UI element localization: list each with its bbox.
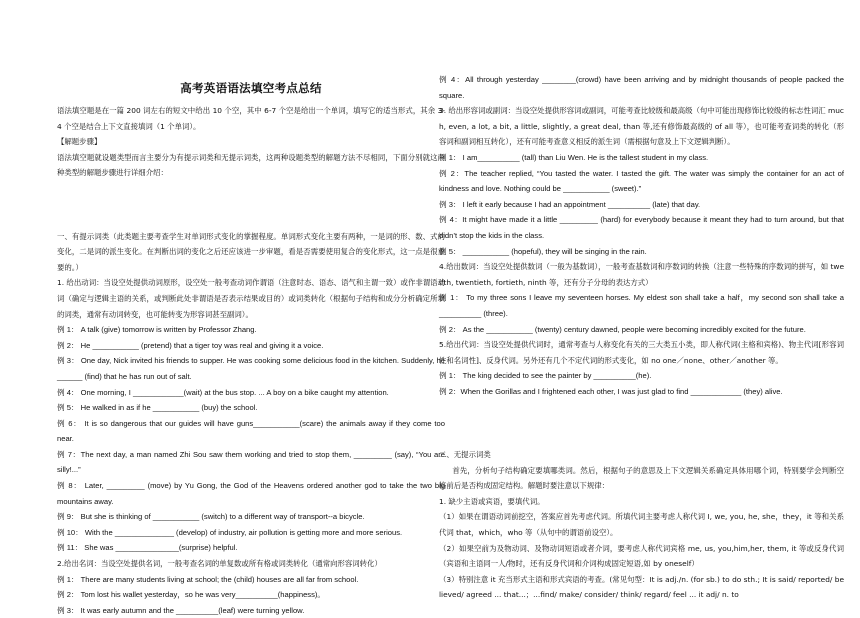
paragraph: 二、无提示词类 [439,450,491,460]
paragraph: 5.给出代词：当设空处提供代词时，通常考查与人称变化有关的三大类五小类，即人称代词(主格和宾格)、物主代词[形容词性和名词性]、反身代词。另外还有几个不定代词的形式变化，如 no one／none、other／another 等。 [439,340,844,365]
right-column [439,72,844,603]
paragraph: 例 1： To my three sons I leave my seventeen horses. My eldest son shall take a half，my second son shall take a __________ (three). [439,293,844,318]
right-column-body [439,72,844,603]
paragraph: （2）如果空前为及物动词、及物动词短语或者介词，要考虑人称代词宾格 me, us, you,him,her, them, it 等或反身代词（宾语和主语同一人/物时，还有反身代词和介词构成固定短语,如 by oneself） [439,543,844,569]
paragraph: 例 10： With the ______________ (develop) of industry, air pollution is getting more and more serious. [57,527,403,537]
paragraph: 例 2： Tom lost his wallet yesterday，so he was very__________(happiness)。 [57,590,326,600]
paragraph: （3）特别注意 it 充当形式主语和形式宾语的考查。(常见句型：It is adj./n. (for sb.) to do sth.; It is said/ reported/ believed/ agreed ... that...；...find/ make/ consider/ think/ regard/ feel ... it adj/ n. to [439,574,844,600]
paragraph: 例 4：All through yesterday ________(crowd) have been arriving and by midnight thousands of people packed the square. [439,75,844,100]
paragraph: 例 6： It is so dangerous that our guides will have guns___________(scare) the animals away if they come too near. [57,418,445,444]
paragraph: 例 11： She was _______________(surprise) helpful. [57,543,238,553]
paragraph: 3. 给出形容词或副词：当设空处提供形容词或副词，可能考查比较级和最高级（句中可能出现修饰比较级的标志性词汇 much, even, a lot, a bit, a little, slightly, a great deal, than 等,还有修饰最高级的 of all 等），也可能考查词类的转化（形容词和副词相互转化），还有可能考查意义相反的派生词（需根据句意及上下文逻辑判断）。 [439,106,844,147]
paragraph: 例 1： I am__________ (tall) than Liu Wen. He is the tallest student in my class. [439,152,709,162]
paragraph: 语法填空题是在一篇 200 词左右的短文中给出 10 个空，其中 6-7 个空是给出一个单词，填写它的适当形式，其余 3-4 个空是结合上下文直接填词（1 个单词）。 [57,106,445,131]
paragraph: 例 2：When the Gorillas and I frightened each other, I was just glad to find ____________ (they) alive. [439,386,783,396]
paragraph: 例 3： One day, Nick invited his friends to supper. He was cooking some delicious food in the kitchen. Suddenly, he ______ (find) that he has run out of salt. [57,356,445,381]
paragraph: 例 2： He ___________ (pretend) that a tiger toy was real and giving it a voice. [57,340,324,350]
paragraph: 例 1： A talk (give) tomorrow is written by Professor Zhang. [57,325,257,335]
left-column [57,80,445,618]
paragraph: 例 4： One morning, I ____________(wait) at the bus stop. ... A boy on a bike caught my attention. [57,387,389,397]
paragraph: 1. 给出动词：当设空处提供动词原形，设空处一般考查动词作谓语（注意时态、语态、语气和主谓一致）或作非谓语动词（确定与逻辑主语的关系，或判断此处非谓语是否表示结果或目的）或词类转化（根据句子结构和成分分析确定所填的词类，通常有动词转变，也可能转变为形容词甚至副词）。 [57,278,445,319]
paragraph: 例 1： There are many students living at school; the (child) houses are all far from school. [57,574,359,584]
paragraph-gap [57,197,445,213]
paragraph: 例 8： Later, _________ (move) by Yu Gong, the God of the Heavens ordered another god to take the two big mountains away. [57,481,445,506]
paragraph: 例 9： But she is thinking of ___________ (switch) to a different way of transport--a bicycle. [57,512,365,522]
paragraph: 【解题步骤】 [57,137,102,147]
paragraph: 一、有提示词类（此类题主要考查学生对单词形式变化的掌握程度。单词形式变化主要有两种，一是词的形、数、式的变化，二是词的派生变化。在判断出词的变化之后还应该进一步审题，看是否需要使用复合的变化形式，这一点是很重要的。） [57,231,445,272]
paragraph: 例 4：It might have made it a little _________ (hard) for everybody because it meant they had to turn around, but that didn’t stop the kids in the class. [439,215,844,240]
paragraph: 例 2：The teacher replied, “You tasted the water. I tasted the gift. The water was simply the container for an act of kindness and love. Nothing could be ___________ (sweet).” [439,168,844,194]
paragraph: 例 7：The next day, a man named Zhi Sou saw them working and tried to stop them, _________ (say), “You are silly!...” [57,449,445,475]
paragraph: 例 3： It was early autumn and the __________(leaf) were turning yellow. [57,605,305,615]
paragraph: 4.给出数词：当设空处提供数词（一般为基数词），一般考查基数词和序数词的转换（注意一些特殊的序数词的拼写，如 twelfth, twentieth, fortieth, ninth 等，还有分子分母的表达方式） [439,262,844,287]
paragraph: 首先，分析句子结构确定要填哪类词。然后，根据句子的意思及上下文逻辑关系确定具体用哪个词，特别要学会判断空格前后是否构成固定结构。解题时要注意以下规律： [439,465,844,491]
paragraph: 例 5： He walked in as if he ___________ (buy) the school. [57,403,258,413]
paragraph: 1. 缺少主语或宾语，要填代词。 [439,496,545,506]
paragraph: 2.给出名词：当设空处提供名词，一般考查名词的单复数或所有格或词类转化（通常向形容词转化） [57,559,382,569]
paragraph: 语法填空题就设题类型而言主要分为有提示词类和无提示词类，这两种设题类型的解题方法不尽相同，下面分别就这两种类型的解题步骤进行详细介绍： [57,152,445,178]
paragraph: 例 5： ___________ (hopeful), they will be singing in the rain. [439,246,647,256]
paragraph: 例 2： As the ___________ (twenty) century dawned, people were becoming incredibly excited for the future. [439,324,806,334]
page-title: 高考英语语法填空考点总结 [180,81,322,95]
left-column-body [57,103,445,618]
paragraph: 例 3： I left it early because I had an appointment __________ (late) that day. [439,199,701,209]
paragraph: （1）如果在谓语动词前挖空，答案应首先考虑代词。所填代词主要考虑人称代词 I, we, you, he, she，they，it 等和关系代词 that，which，who 等（从句中的谓语前设空）。 [439,512,844,538]
paragraph: 例 1： The king decided to see the painter by __________(he). [439,371,652,381]
paragraph-gap [439,415,844,431]
